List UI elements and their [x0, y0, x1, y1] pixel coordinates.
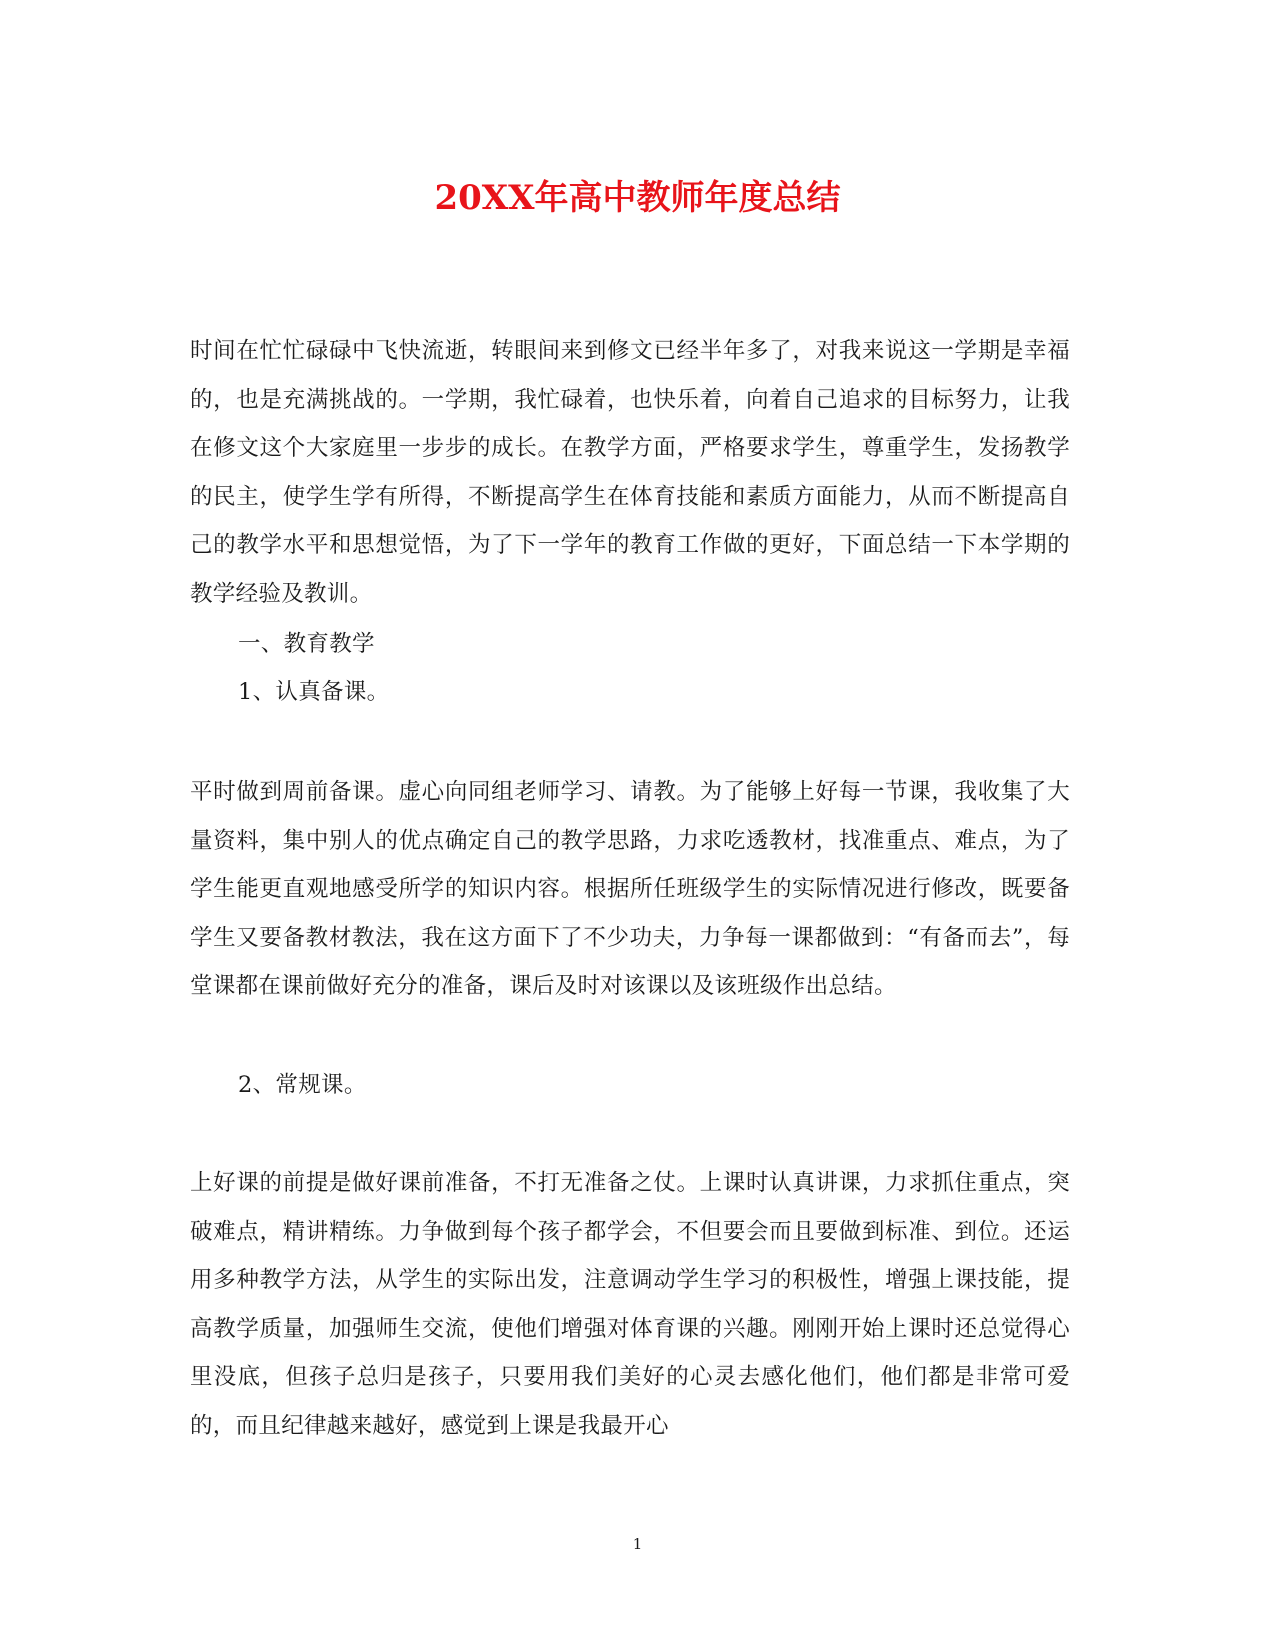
section-heading: [190, 620, 1070, 669]
intro-paragraph: [190, 327, 1070, 618]
section-heading-text: 一、教育教学: [238, 631, 375, 657]
page-number: 1: [632, 1535, 643, 1553]
item2-heading-text: 2、常规课。: [238, 1072, 367, 1098]
item2-body-text: 上好课的前提是做好课前准备，不打无准备之仗。上课时认真讲课，力求抓住重点，突破难点，精讲精练。力争做到每个孩子都学会，不但要会而且要做到标准、到位。还运用多种教学方法，从学生的实际出发，注意调动学生学习的积极性，增强上课技能，提高教学质量，加强师生交流，使他们增强对体育课的兴趣。刚刚开始上课时还总觉得心里没底，但孩子总归是孩子，只要用我们美好的心灵去感化他们，他们都是非常可爱的，而且纪律越来越好，感觉到上课是我最开心: [190, 1170, 1070, 1439]
item1-heading: [190, 668, 1070, 717]
item2-paragraph: [190, 1159, 1070, 1450]
item1-body-text: 平时做到周前备课。虚心向同组老师学习、请教。为了能够上好每一节课，我收集了大量资料，集中别人的优点确定自己的教学思路，力求吃透教材，找准重点、难点，为了学生能更直观地感受所学的知识内容。根据所任班级学生的实际情况进行修改，既要备学生又要备教材教法，我在这方面下了不少功夫，力争每一课都做到：“有备而去”，每堂课都在课前做好充分的准备，课后及时对该课以及该班级作出总结。: [190, 779, 1070, 999]
intro-text: 时间在忙忙碌碌中飞快流逝，转眼间来到修文已经半年多了，对我来说这一学期是幸福的，也是充满挑战的。一学期，我忙碌着，也快乐着，向着自己追求的目标努力，让我在修文这个大家庭里一步步的成长。在教学方面，严格要求学生，尊重学生，发扬教学的民主，使学生学有所得，不断提高学生在体育技能和素质方面能力，从而不断提高自己的教学水平和思想觉悟，为了下一学年的教育工作做的更好，下面总结一下本学期的教学经验及教训。: [190, 338, 1070, 607]
document-title: 20XX年高中教师年度总结: [434, 178, 841, 218]
item1-paragraph: [190, 768, 1070, 1011]
item1-heading-text: 1、认真备课。: [238, 679, 390, 705]
item2-heading: [190, 1061, 1070, 1110]
